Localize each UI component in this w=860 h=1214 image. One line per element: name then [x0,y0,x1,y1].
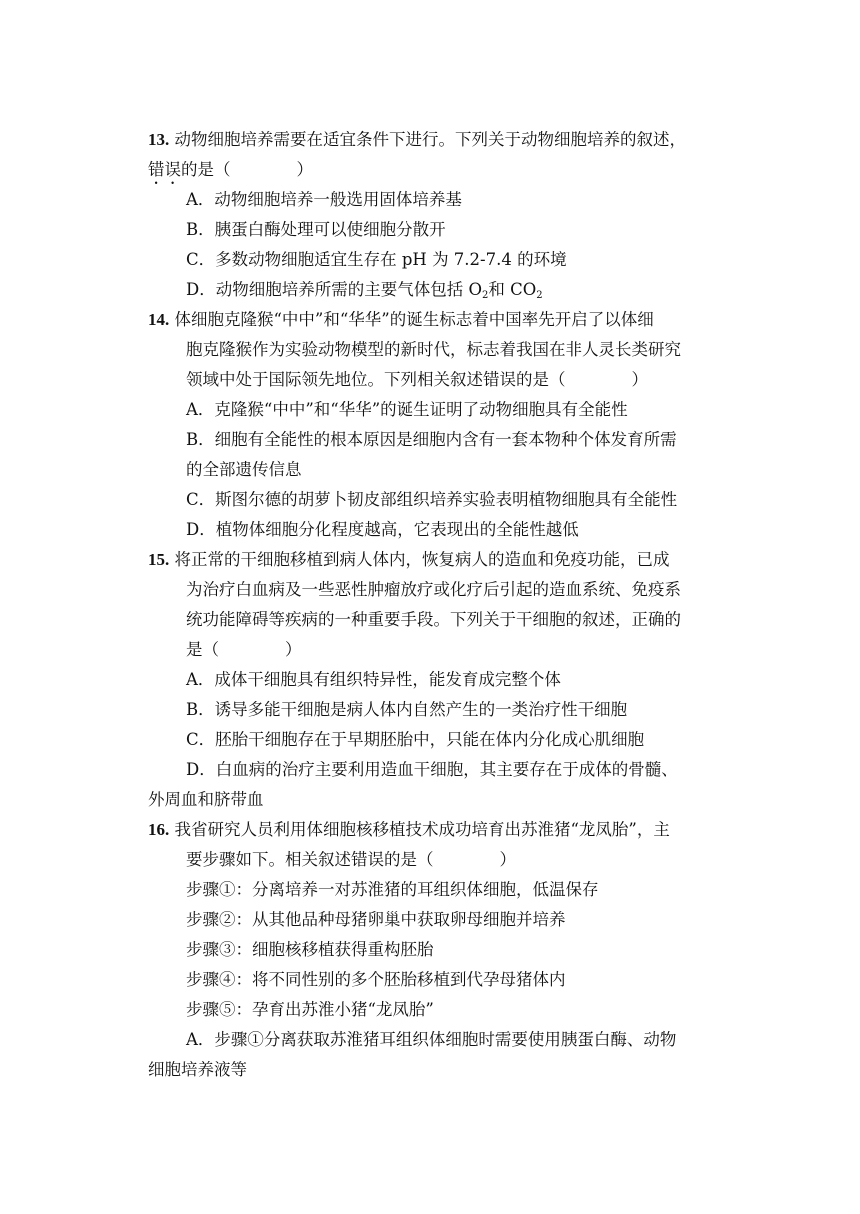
q14-stem-line1 [148,305,654,335]
q14-stem-line2: 胞克隆猴作为实验动物模型的新时代，标志着我国在非人灵长类研究 [186,340,681,359]
q14-stem-line3: 领域中处于国际领先地位。下列相关叙述错误的是（ ） [186,370,648,389]
q14-stem-text1: 体细胞克隆猴“中中”和“华华”的诞生标志着中国率先开启了以体细 [174,310,654,329]
q13-option-a: A．动物细胞培养一般选用固体培养基 [186,190,462,209]
q15-stem-line1 [148,545,670,575]
q14-option-d: D．植物体细胞分化程度越高，它表现出的全能性越低 [186,520,579,539]
q15-option-c: C．胚胎干细胞存在于早期胚胎中，只能在体内分化成心肌细胞 [186,730,645,749]
q16-step-4: 步骤④：将不同性别的多个胚胎移植到代孕母猪体内 [186,970,566,989]
q16-step-5: 步骤⑤：孕育出苏淮小猪“龙凤胎” [186,1000,434,1019]
q13-option-d-mid: 和 CO [488,280,537,299]
q13-option-d-sub1: 2 [482,290,489,301]
q13-number: 13. [148,130,170,149]
q15-number: 15. [148,550,170,569]
q13-option-b: B．胰蛋白酶处理可以使细胞分散开 [186,220,446,239]
q15-stem-line2: 为治疗白血病及一些恶性肿瘤放疗或化疗后引起的造血系统、免疫系 [186,580,681,599]
q16-step-3: 步骤③：细胞核移植获得重构胚胎 [186,940,434,959]
q15-stem-line4: 是（ ） [186,640,302,659]
q15-option-d-line2: 外周血和脐带血 [148,790,264,809]
q13-option-d [186,275,543,305]
q16-stem-line2: 要步骤如下。相关叙述错误的是（ ） [186,850,516,869]
q16-number: 16. [148,820,170,839]
q16-option-a-line2: 细胞培养液等 [148,1060,247,1079]
q13-emphasis-word: 错误 [148,160,181,179]
q13-option-d-sub2: 2 [536,290,543,301]
q13-stem-rest: 的是（ ） [181,160,313,179]
q16-step-2: 步骤②：从其他品种母猪卵巢中获取卵母细胞并培养 [186,910,566,929]
q15-option-b: B．诱导多能干细胞是病人体内自然产生的一类治疗性干细胞 [186,700,628,719]
q13-stem-line2 [148,155,313,185]
q13-stem-text: 动物细胞培养需要在适宜条件下进行。下列关于动物细胞培养的叙述， [174,130,686,149]
q16-step-1: 步骤①：分离培养一对苏淮猪的耳组织体细胞，低温保存 [186,880,599,899]
q14-option-c: C．斯图尔德的胡萝卜韧皮部组织培养实验表明植物细胞具有全能性 [186,490,678,509]
q14-option-b-line1: B．细胞有全能性的根本原因是细胞内含有一套本物种个体发育所需 [186,430,677,449]
q16-option-a-line1: A．步骤①分离获取苏淮猪耳组织体细胞时需要使用胰蛋白酶、动物 [186,1030,677,1049]
q15-stem-line3: 统功能障碍等疾病的一种重要手段。下列关于干细胞的叙述，正确的 [186,610,681,629]
q13-stem-line1 [148,125,686,155]
q14-number: 14. [148,310,170,329]
q15-option-a: A．成体干细胞具有组织特异性，能发育成完整个体 [186,670,561,689]
q16-stem-text1: 我省研究人员利用体细胞核移植技术成功培育出苏淮猪“龙凤胎”，主 [174,820,670,839]
q13-option-c: C．多数动物细胞适宜生存在 pH 为 7.2-7.4 的环境 [186,250,567,269]
q13-option-d-pre: D．动物细胞培养所需的主要气体包括 O [186,280,483,299]
q14-option-a: A．克隆猴“中中”和“华华”的诞生证明了动物细胞具有全能性 [186,400,628,419]
q15-stem-text1: 将正常的干细胞移植到病人体内，恢复病人的造血和免疫功能，已成 [174,550,670,569]
q14-option-b-line2: 的全部遗传信息 [186,460,302,479]
q16-stem-line1 [148,815,670,845]
q15-option-d-line1: D．白血病的治疗主要利用造血干细胞，其主要存在于成体的骨髓、 [186,760,678,779]
